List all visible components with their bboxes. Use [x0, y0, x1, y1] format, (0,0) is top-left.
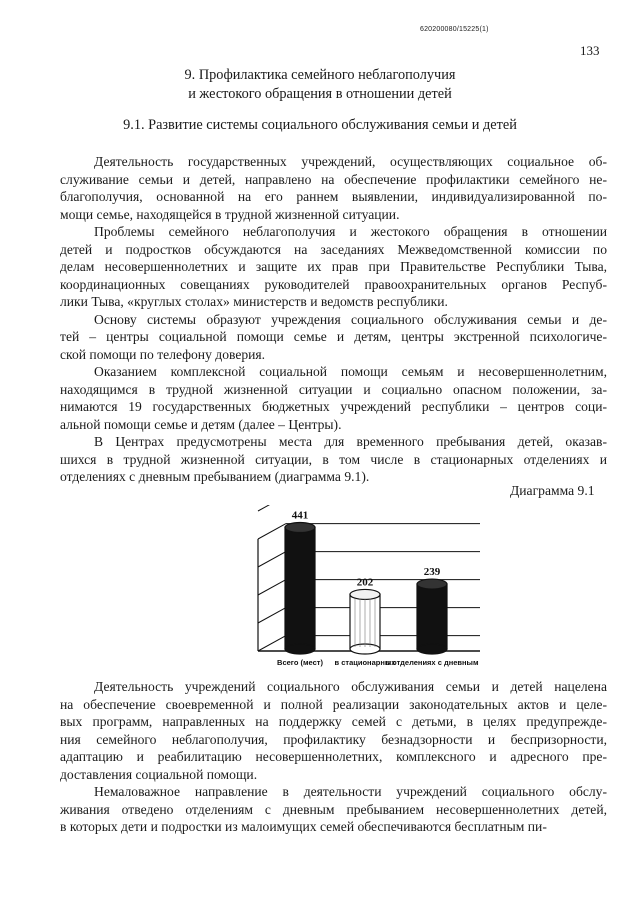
- chart-bar: [417, 584, 447, 649]
- page-number: 133: [580, 43, 600, 58]
- chart-gridline-side: [258, 580, 286, 595]
- paragraph-line: благополучия, основанной на его раннем выявлении, индивидуализированной по-: [60, 189, 607, 204]
- paragraph: [60, 783, 607, 836]
- chart-bar-top: [350, 589, 380, 599]
- paragraph: [60, 223, 607, 311]
- paragraph-line: доставления социальной помощи.: [60, 766, 258, 782]
- chart-data-label: 239: [423, 566, 441, 579]
- paragraph-line: на обеспечение своевременной и полной реализации законодательных актов и целе-: [60, 696, 607, 712]
- body-text-top: [60, 153, 607, 486]
- paragraph-line: Оказанием комплексной социальной помощи семьям и несовершеннолетним,: [94, 364, 607, 379]
- paragraph-line: служивание семьи и детей, направлено на обеспечение профилактики семейного не-: [60, 171, 607, 187]
- chart-data-label: 202: [356, 576, 374, 589]
- paragraph: [60, 433, 607, 486]
- subsection-title: 9.1. Развитие системы социального обслуживания семьи и детей: [123, 117, 517, 133]
- chart-bar-top: [417, 579, 447, 589]
- paragraph-line: лики Тыва, «круглых столах» министерств и ведомств республики.: [60, 294, 448, 309]
- paragraph: [60, 153, 607, 223]
- paragraph-line: Деятельность учреждений социального обслуживания семьи и детей нацелена: [94, 679, 607, 694]
- chart-gridline-side: [258, 636, 286, 651]
- paragraph: [60, 311, 607, 364]
- section-title: [0, 66, 640, 104]
- bar-chart: [244, 505, 480, 683]
- chart-bar-top: [285, 523, 315, 533]
- paragraph-line: ния семейного неблагополучия, профилактику безнадзорности и беспризорности,: [60, 731, 607, 747]
- paragraph-line: вых программ, направленных на поддержку семей с детьми, в целях предупрежде-: [60, 714, 607, 729]
- body-text-bottom: [60, 678, 607, 836]
- paragraph-line: отделениях с дневным пребыванием (диаграмма 9.1).: [60, 469, 370, 484]
- paragraph-line: нимаются 19 государственных бюджетных учреждений республики – центров соци-: [60, 399, 607, 414]
- paragraph-line: Деятельность государственных учреждений, осуществляющих социальное об-: [94, 154, 607, 169]
- chart-category-label: в отделениях с дневным: [385, 658, 479, 667]
- paragraph-line: Основу системы образуют учреждения социального обслуживания семьи и де-: [94, 311, 607, 327]
- paragraph-line: координационных совещаниях руководителей правоохранительных органов Респуб-: [60, 276, 607, 292]
- paragraph-line: шихся в трудной жизненной ситуации, в том числе в стационарных отделениях и: [60, 451, 607, 467]
- paragraph-line: Немаловажное направление в деятельности учреждений социального обслу-: [94, 784, 607, 799]
- paragraph-line: альной помощи семье и детям (далее – Центры).: [60, 416, 342, 432]
- chart-data-label: 441: [291, 509, 309, 522]
- paragraph-line: делам несовершеннолетних и защите их прав при Правительстве Республики Тыва,: [60, 259, 607, 274]
- diagram-label: Диаграмма 9.1: [510, 483, 595, 498]
- paragraph: [60, 363, 607, 433]
- chart-category-label: Всего (мест): [277, 658, 323, 667]
- paragraph: [60, 678, 607, 783]
- chart-bar-base: [417, 644, 447, 654]
- chart-bar-base: [285, 644, 315, 654]
- section-title-line2: и жестокого обращения в отношении детей: [188, 86, 452, 102]
- chart-bar: [285, 528, 315, 649]
- paragraph-line: находящимся в трудной жизненной ситуации и социально опасном положении, за-: [60, 381, 607, 397]
- document-code: 620200080/15225(1): [420, 26, 489, 33]
- chart-gridline-side: [258, 608, 286, 623]
- chart-gridline-side: [258, 524, 286, 539]
- paragraph-line: в которых дети и подростки из малоимущих семей обеспечиваются бесплатным пи-: [60, 819, 547, 834]
- paragraph-line: В Центрах предусмотрены места для временного пребывания детей, оказав-: [94, 434, 607, 449]
- paragraph-line: Проблемы семейного неблагополучия и жестокого обращения в отношении: [94, 224, 607, 239]
- paragraph-line: детей и подростков обсуждаются на заседаниях Межведомственной комиссии по: [60, 241, 607, 257]
- paragraph-line: адаптацию и реабилитацию несовершеннолетних, комплексного и адресного пре-: [60, 749, 607, 764]
- paragraph-line: тей – центры социальной помощи семье и детям, центры экстренной психологиче-: [60, 329, 607, 344]
- section-title-line1: 9. Профилактика семейного неблагополучия: [184, 67, 456, 83]
- bar-chart-svg: [244, 505, 480, 683]
- chart-gridline-side: [258, 552, 286, 567]
- paragraph-line: мощи семье, находящейся в трудной жизненной ситуации.: [60, 206, 400, 222]
- paragraph-line: живания отведено отделениям с дневным пребыванием несовершеннолетних детей,: [60, 801, 607, 817]
- paragraph-line: ской помощи по телефону доверия.: [60, 346, 266, 362]
- chart-category-label: в стационарных: [334, 658, 396, 667]
- chart-gridline-side: [258, 505, 286, 511]
